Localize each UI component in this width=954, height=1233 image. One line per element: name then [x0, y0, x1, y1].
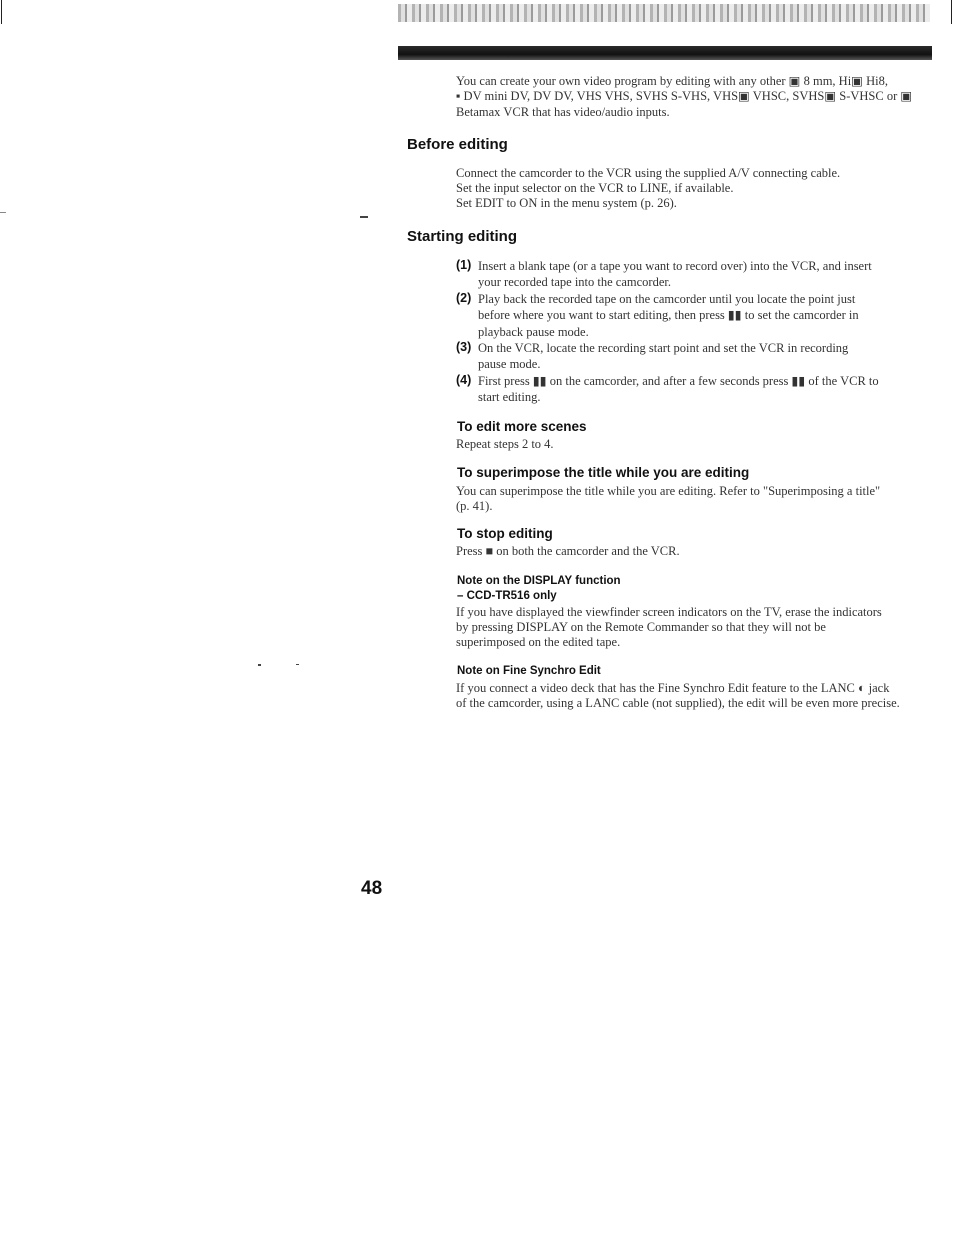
intro-line-3: Betamax VCR that has video/audio inputs. [456, 105, 670, 119]
note-display-line: If you have displayed the viewfinder screen indicators on the TV, erase the indicators [456, 605, 882, 619]
note-heading-display: Note on the DISPLAY function [457, 575, 621, 587]
scan-edge-right [951, 0, 952, 24]
step-line: Play back the recorded tape on the camcorder until you locate the point just [478, 292, 856, 306]
superimpose-line: (p. 41). [456, 499, 493, 513]
note-heading-fine-synchro: Note on Fine Synchro Edit [457, 665, 601, 677]
step-line: before where you want to start editing, then press ▮▮ to set the camcorder in [478, 308, 859, 323]
section-heading-starting-editing: Starting editing [407, 228, 517, 245]
step-line: start editing. [478, 390, 541, 405]
scan-speck [0, 212, 6, 213]
step-number: (2) [456, 291, 472, 305]
superimpose-line: You can superimpose the title while you are editing. Refer to "Superimposing a title" [456, 484, 881, 498]
step-number: (3) [456, 340, 472, 354]
stop-editing-text: Press ■ on both the camcorder and the VCR. [456, 544, 680, 558]
header-title-bar [398, 46, 932, 60]
step-number: (1) [456, 258, 472, 272]
intro-line-2: ▪ DV mini DV, DV DV, VHS VHS, SVHS S-VHS, VHS▣ VHSC, SVHS▣ S-VHSC or ▣ [456, 89, 913, 103]
note-fine-line: of the camcorder, using a LANC cable (not supplied), the edit will be even more precise. [456, 696, 900, 710]
note-heading-model: – CCD-TR516 only [457, 590, 557, 602]
edit-more-text: Repeat steps 2 to 4. [456, 437, 554, 451]
scan-speck [360, 216, 368, 218]
intro-line-1: You can create your own video program by editing with any other ▣ 8 mm, Hi▣ Hi8, [456, 74, 888, 88]
header-texture-band [398, 4, 930, 22]
section-heading-before-editing: Before editing [407, 136, 508, 153]
step-text [478, 340, 936, 373]
step-line: your recorded tape into the camcorder. [478, 275, 671, 290]
step-text [478, 291, 936, 340]
step-line: On the VCR, locate the recording start point and set the VCR in recording [478, 341, 849, 355]
step-text [478, 258, 936, 291]
step-line: pause mode. [478, 357, 541, 372]
scan-speck [296, 664, 299, 665]
step-text [478, 373, 936, 406]
subheading-stop-editing: To stop editing [457, 526, 553, 541]
subheading-edit-more-scenes: To edit more scenes [457, 419, 587, 434]
step-line: First press ▮▮ on the camcorder, and after a few seconds press ▮▮ of the VCR to [478, 374, 879, 388]
step-number: (4) [456, 373, 472, 387]
scan-speck [258, 664, 261, 666]
before-editing-line: Set the input selector on the VCR to LINE, if available. [456, 181, 734, 195]
before-editing-line: Set EDIT to ON in the menu system (p. 26). [456, 196, 677, 210]
subheading-superimpose: To superimpose the title while you are editing [457, 465, 750, 480]
note-display-line: superimposed on the edited tape. [456, 635, 621, 649]
page-number: 48 [361, 878, 383, 899]
note-fine-line: If you connect a video deck that has the Fine Synchro Edit feature to the LANC ◐ jack [456, 681, 890, 695]
scan-edge-left [1, 0, 2, 24]
step-line: playback pause mode. [478, 324, 589, 339]
step-line: Insert a blank tape (or a tape you want to record over) into the VCR, and insert [478, 259, 872, 273]
note-display-line: by pressing DISPLAY on the Remote Commander so that they will not be [456, 620, 826, 634]
before-editing-line: Connect the camcorder to the VCR using the supplied A/V connecting cable. [456, 166, 841, 180]
